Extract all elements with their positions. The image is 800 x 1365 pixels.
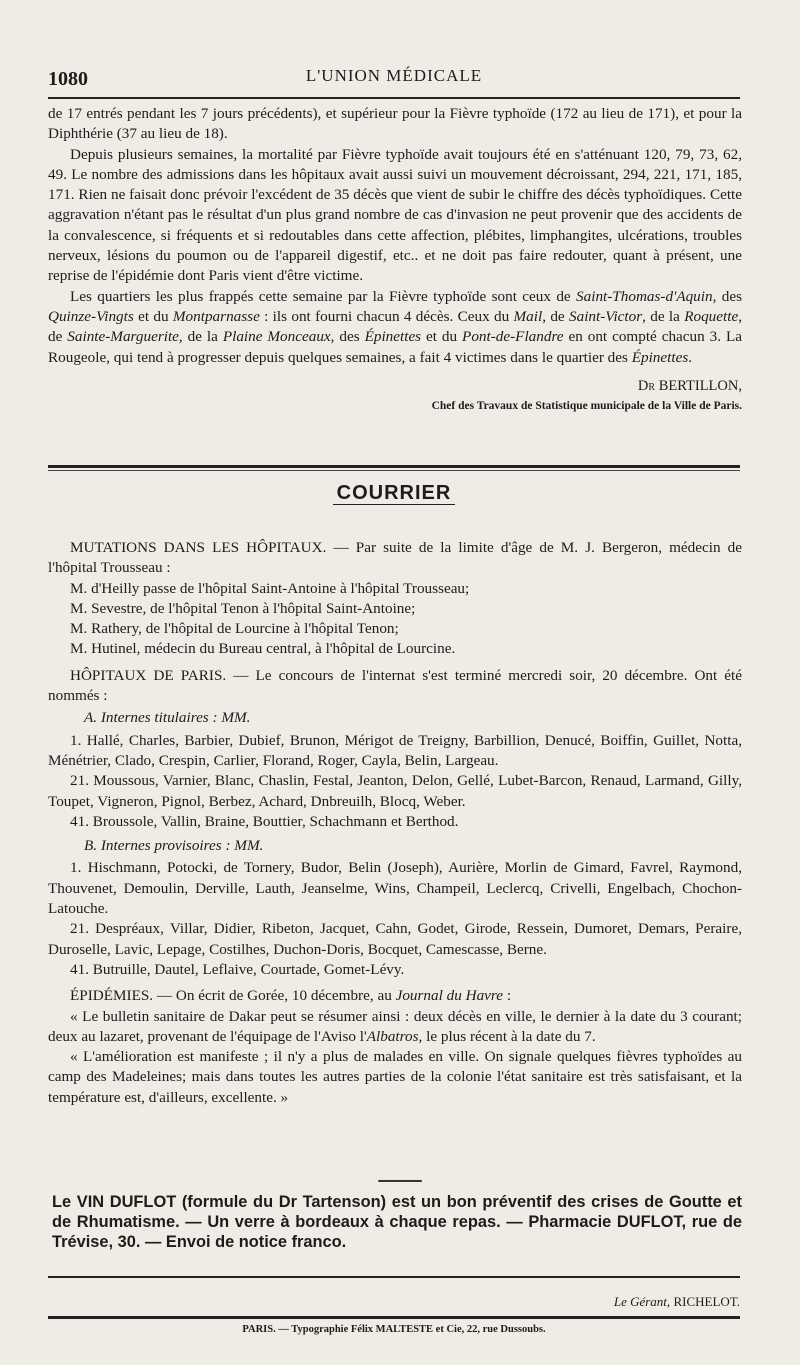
titulaires-heading: A. Internes titulaires : MM. (84, 709, 251, 727)
section-rule-thin (48, 470, 740, 471)
footer-rule (48, 1316, 740, 1319)
titulaires-list: 41. Broussole, Vallin, Braine, Bouttier, Schachmann et Berthod. (70, 812, 459, 830)
courrier-section (48, 538, 742, 1108)
journal-title: L'UNION MÉDICALE (305, 66, 483, 85)
provisoires-heading: B. Internes provisoires : MM. (84, 837, 264, 855)
hopitaux-paragraph: HÔPITAUX DE PARIS. — Le concours de l'internat s'est terminé mercredi soir, 20 décembre. Ont été nommés : (48, 666, 742, 705)
mutations-paragraph: MUTATIONS DANS LES HÔPITAUX. — Par suite de la limite d'âge de M. J. Bergeron, médecin de l'hôpital Trousseau : (48, 539, 742, 577)
author-role: Chef des Travaux de Statistique municipale de la Ville de Paris. (431, 400, 742, 413)
mutation-item: M. Sevestre, de l'hôpital Tenon à l'hôpital Saint-Antoine; (70, 599, 416, 617)
article-paragraph: Depuis plusieurs semaines, la mortalité par Fièvre typhoïde avait toujours été en s'atténuant 120, 79, 73, 62, 49. Le nombre des admissions dans les hôpitaux avait aussi suivi un mouvement décroissant, 294, 221, 171, 185, 171. Rien ne faisait donc prévoir l'excédent de 35 décès que vient de subir le chiffre des décès typhoïdiques. Cette aggravation n'étant pas le résultat d'un plus grand nombre de cas d'invasion ne peut provenir que des accidents de la convalescence, si fréquents et si redoutables dans cette affection, plébites, limphangites, ulcérations, troubles nerveux, lésions du poumon ou de l'appareil digestif, etc.. et ne doit pas faire redouter, quant à présent, une reprise de l'épidémie dont Paris vient d'être victime. (48, 145, 742, 285)
provisoires-list: 21. Despréaux, Villar, Didier, Ribeton, Jacquet, Cahn, Godet, Girode, Ressein, Dumoret, Demars, Peraire, Duroselle, Lavic, Lepage, Costilhes, Duchon-Doris, Bocquet, Camescasse, Berne. (48, 920, 742, 958)
mutations-heading: MUTATIONS DANS LES HÔPITAUX. (70, 539, 327, 556)
provisoires-list: 1. Hischmann, Potocki, de Tornery, Budor, Belin (Joseph), Aurière, Morlin de Gimard, Favrel, Raymond, Thouvenet, Demoulin, Derville, Lauth, Jeanselme, Wins, Champeil, Leclercq, Crivelli, Engelbach, Chochon-Latouche. (48, 859, 742, 918)
mutation-item: M. Rathery, de l'hôpital de Lourcine à l'hôpital Tenon; (70, 620, 399, 638)
provisoires-list: 41. Butruille, Dautel, Leflaive, Courtade, Gomet-Lévy. (70, 960, 405, 978)
section-rule (48, 465, 740, 468)
mutation-item: M. Hutinel, médecin du Bureau central, à l'hôpital de Lourcine. (70, 640, 456, 658)
article-paragraph: Les quartiers les plus frappés cette semaine par la Fièvre typhoïde sont ceux de Saint-Thomas-d'Aquin, des Quinze-Vingts et du Montparnasse : ils ont fourni chacun 4 décès. Ceux du Mail, de Saint-Victor, de la Roquette, de Sainte-Marguerite, de la Plaine Monceaux, des Épinettes et du Pont-de-Flandre en ont compté chacun 3. La Rougeole, qui tend à progresser depuis quelques semaines, a fait 4 victimes dans le quartier des Épinettes. (48, 287, 743, 366)
section-title: COURRIER (48, 482, 740, 505)
advertisement: Le VIN DUFLOT (formule du Dr Tartenson) est un bon préventif des crises de Goutte et de Rhumatisme. — Un verre à bordeaux à chaque repas. — Pharmacie DUFLOT, rue de Trévise, 30. — Envoi de notice franco. (52, 1193, 742, 1251)
header-rule (48, 97, 740, 99)
printer-imprint: PARIS. — Typographie Félix MALTESTE et Cie, 22, rue Dussoubs. (242, 1324, 546, 1335)
advert-rule (48, 1276, 740, 1278)
quote-paragraph: « L'amélioration est manifeste ; il n'y a plus de malades en ville. On signale quelques fièvres typhoïdes au camp des Madeleines; mais dans toutes les autres parties de la colonie l'état sanitaire est très satisfaisant, et la température est, d'ailleurs, excellente. » (48, 1048, 742, 1106)
statistics-article (48, 104, 742, 416)
epidemies-paragraph: ÉPIDÉMIES. — On écrit de Gorée, 10 décembre, au Journal du Havre : (70, 987, 512, 1005)
page-number: 1080 (48, 68, 88, 90)
page-header (48, 64, 740, 94)
mutation-item: M. d'Heilly passe de l'hôpital Saint-Antoine à l'hôpital Trousseau; (70, 579, 470, 597)
article-paragraph: de 17 entrés pendant les 7 jours précédents), et supérieur pour la Fièvre typhoïde (172 au lieu de 171), et pour la Diphthérie (37 au lieu de 18). (48, 105, 742, 143)
epidemies-heading: ÉPIDÉMIES. (70, 987, 154, 1005)
hopitaux-heading: HÔPITAUX DE PARIS. (70, 666, 227, 684)
titulaires-list: 21. Moussous, Varnier, Blanc, Chaslin, Festal, Jeanton, Delon, Gellé, Lubet-Barcon, Renaud, Larmand, Gilly, Toupet, Vigneron, Pignol, Berbez, Achard, Dnbreuilh, Blocq, Weber. (48, 772, 742, 810)
manager-signature: Le Gérant, RICHELOT. (613, 1294, 740, 1309)
ornament-divider: ━━━━━━ (378, 1174, 422, 1188)
titulaires-list: 1. Hallé, Charles, Barbier, Dubief, Brunon, Mérigot de Treigny, Barbillion, Denucé, Boiffin, Guillet, Notta, Ménétrier, Clado, Crespin, Carlier, Florand, Roger, Cayla, Belin, Largeau. (48, 731, 742, 769)
quote-paragraph: « Le bulletin sanitaire de Dakar peut se résumer ainsi : deux décès en ville, le dernier à la date du 3 courant; deux au lazaret, provenant de l'équipage de l'Aviso l'Albatros, le plus récent à la date du 7. (48, 1007, 742, 1045)
author-signature: Dr BERTILLON, (637, 377, 742, 394)
